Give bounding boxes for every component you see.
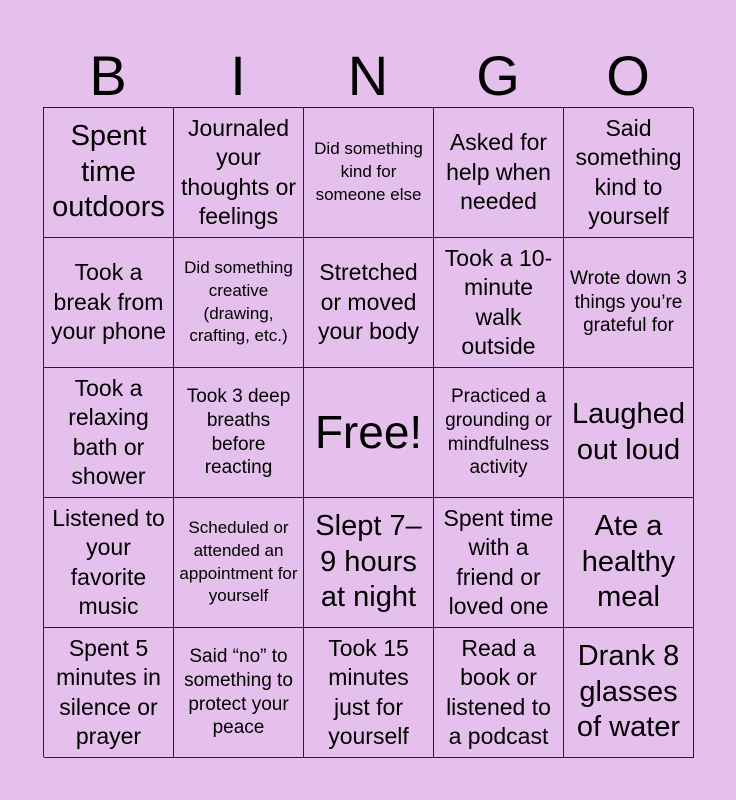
bingo-cell-label: Free! xyxy=(314,406,423,459)
bingo-cell-label: Laughed out loud xyxy=(572,398,685,466)
bingo-cell[interactable] xyxy=(304,238,434,368)
header-letter-b: B xyxy=(89,44,127,107)
bingo-header xyxy=(43,46,693,106)
bingo-cell-label: Took a 10-minute walk outside xyxy=(444,244,553,359)
free-space-cell[interactable] xyxy=(304,368,434,498)
bingo-cell[interactable] xyxy=(174,498,304,628)
bingo-cell-label: Journaled your thoughts or feelings xyxy=(180,114,297,229)
bingo-cell[interactable] xyxy=(564,498,694,628)
bingo-cell[interactable] xyxy=(434,498,564,628)
bingo-cell-label: Scheduled or attended an appointment for yourself xyxy=(179,517,298,606)
bingo-cell[interactable] xyxy=(44,368,174,498)
bingo-cell-label: Asked for help when needed xyxy=(446,129,551,215)
bingo-cell-label: Practiced a grounding or mindfulness activity xyxy=(445,386,552,479)
bingo-cell[interactable] xyxy=(304,108,434,238)
header-letter-i: I xyxy=(230,44,246,107)
bingo-cell[interactable] xyxy=(44,498,174,628)
bingo-cell[interactable] xyxy=(174,238,304,368)
bingo-cell-label: Took a break from your phone xyxy=(50,259,167,345)
bingo-cell[interactable] xyxy=(174,108,304,238)
bingo-cell[interactable] xyxy=(174,628,304,758)
bingo-cell-label: Spent time outdoors xyxy=(52,120,165,224)
header-letter-g: G xyxy=(476,44,520,107)
bingo-cell[interactable] xyxy=(434,108,564,238)
bingo-cell-label: Did something kind for someone else xyxy=(314,139,423,204)
bingo-cell[interactable] xyxy=(304,498,434,628)
bingo-cell-label: Took 3 deep breaths before reacting xyxy=(186,386,291,479)
bingo-cell-label: Listened to your favorite music xyxy=(52,504,165,619)
bingo-cell[interactable] xyxy=(44,628,174,758)
bingo-cell[interactable] xyxy=(174,368,304,498)
bingo-cell[interactable] xyxy=(564,108,694,238)
bingo-cell-label: Read a book or listened to a podcast xyxy=(446,634,551,749)
bingo-cell[interactable] xyxy=(434,628,564,758)
bingo-cell-label: Said “no” to something to protect your peace xyxy=(184,646,293,739)
bingo-grid xyxy=(43,107,693,757)
bingo-cell-label: Slept 7–9 hours at night xyxy=(315,510,422,614)
bingo-cell-label: Wrote down 3 things you’re grateful for xyxy=(570,267,687,337)
bingo-cell[interactable] xyxy=(564,628,694,758)
bingo-cell-label: Ate a healthy meal xyxy=(581,510,676,614)
bingo-cell[interactable] xyxy=(564,368,694,498)
header-letter-o: O xyxy=(606,44,650,107)
bingo-cell[interactable] xyxy=(564,238,694,368)
bingo-cell-label: Said something kind to yourself xyxy=(575,114,682,229)
header-letter-n: N xyxy=(347,44,389,107)
bingo-cell-label: Stretched or moved your body xyxy=(317,259,419,345)
bingo-cell[interactable] xyxy=(434,238,564,368)
bingo-cell[interactable] xyxy=(44,108,174,238)
bingo-cell-label: Took a relaxing bath or shower xyxy=(68,374,149,489)
bingo-cell[interactable] xyxy=(304,628,434,758)
bingo-cell-label: Spent time with a friend or loved one xyxy=(443,504,554,619)
bingo-cell-label: Took 15 minutes just for yourself xyxy=(328,634,409,749)
bingo-cell[interactable] xyxy=(434,368,564,498)
bingo-cell-label: Spent 5 minutes in silence or prayer xyxy=(56,634,161,749)
bingo-cell-label: Did something creative (drawing, crafting, etc.) xyxy=(184,257,293,346)
bingo-cell[interactable] xyxy=(44,238,174,368)
bingo-cell-label: Drank 8 glasses of water xyxy=(576,640,681,744)
